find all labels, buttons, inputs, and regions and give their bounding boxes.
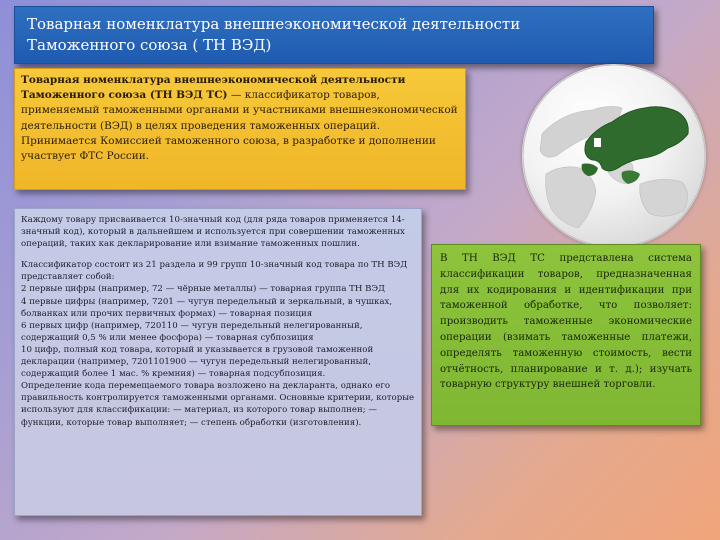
details-box — [14, 208, 422, 516]
details-line: Классификатор состоит из 21 раздела и 99 групп 10-значный код товара по ТН ВЭД представляет собой: — [21, 260, 408, 283]
details-line: 10 цифр, полный код товара, который и указывается в грузовой таможенной декларации (например, 7201101900 — чугун передельный нелегированный, содержащий более 1 мас. % кремния) — товарная подсубпозиция. — [21, 344, 374, 380]
summary-box — [431, 244, 701, 426]
details-line: Определение кода перемещаемого товара возложено на декларанта, однако его правильность контролируется таможенными органами. Основные критерии, которые используют для классификации: — материал, из которого товар выполнен; — функции, которые товар выполняет; — степень обработки (изготовления). — [21, 381, 415, 428]
details-intro: Каждому товару присваивается 10-значный код (для ряда товаров применяется 14-значный код), который в дальнейшем и используется при совершении таможенных операций, таких как декларирование или взимание таможенных пошлин. — [21, 215, 405, 250]
definition-note: Принимается Комиссией таможенного союза, в разработке и дополнении участвует ФТС России. — [21, 134, 436, 163]
details-line: 4 первые цифры (например, 7201 — чугун передельный и зеркальный, в чушках, болванках или прочих первичных формах) — товарная позиция — [21, 296, 393, 319]
details-line: 2 первые цифры (например, 72 — чёрные металлы) — товарная группа ТН ВЭД — [21, 284, 386, 295]
details-line: 6 первых цифр (например, 720110 — чугун передельный нелегированный, содержащий 0,5 % или менее фосфора) — товарная субпозиция — [21, 320, 363, 343]
details-structure — [21, 259, 415, 428]
definition-text: — классификатор товаров, применяемый таможенными органами и участниками внешнеэкономической деятельности (ВЭД) в целях проведения таможенных операций. — [21, 89, 458, 132]
definition-box — [14, 68, 466, 190]
title-line-1: Товарная номенклатура внешнеэкономической деятельности — [27, 15, 521, 33]
slide-title — [14, 6, 654, 64]
title-line-2: Таможенного союза ( ТН ВЭД) — [27, 36, 272, 54]
globe-map-svg — [522, 64, 706, 248]
definition-term: Товарная номенклатура внешнеэкономической деятельности Таможенного союза (ТН ВЭД ТС) — [21, 74, 406, 102]
summary-text: В ТН ВЭД ТС представлена система классификации товаров, предназначенная для их кодирования и идентификации при таможенной обработке, что позволяет: производить таможенные экономические операции (взимать таможенные платежи, определять таможенную стоимость, вести отчётность, планирование и т. д.); изучать товарную структуру внешней торговли. — [440, 253, 692, 391]
globe-map-icon — [522, 64, 706, 248]
